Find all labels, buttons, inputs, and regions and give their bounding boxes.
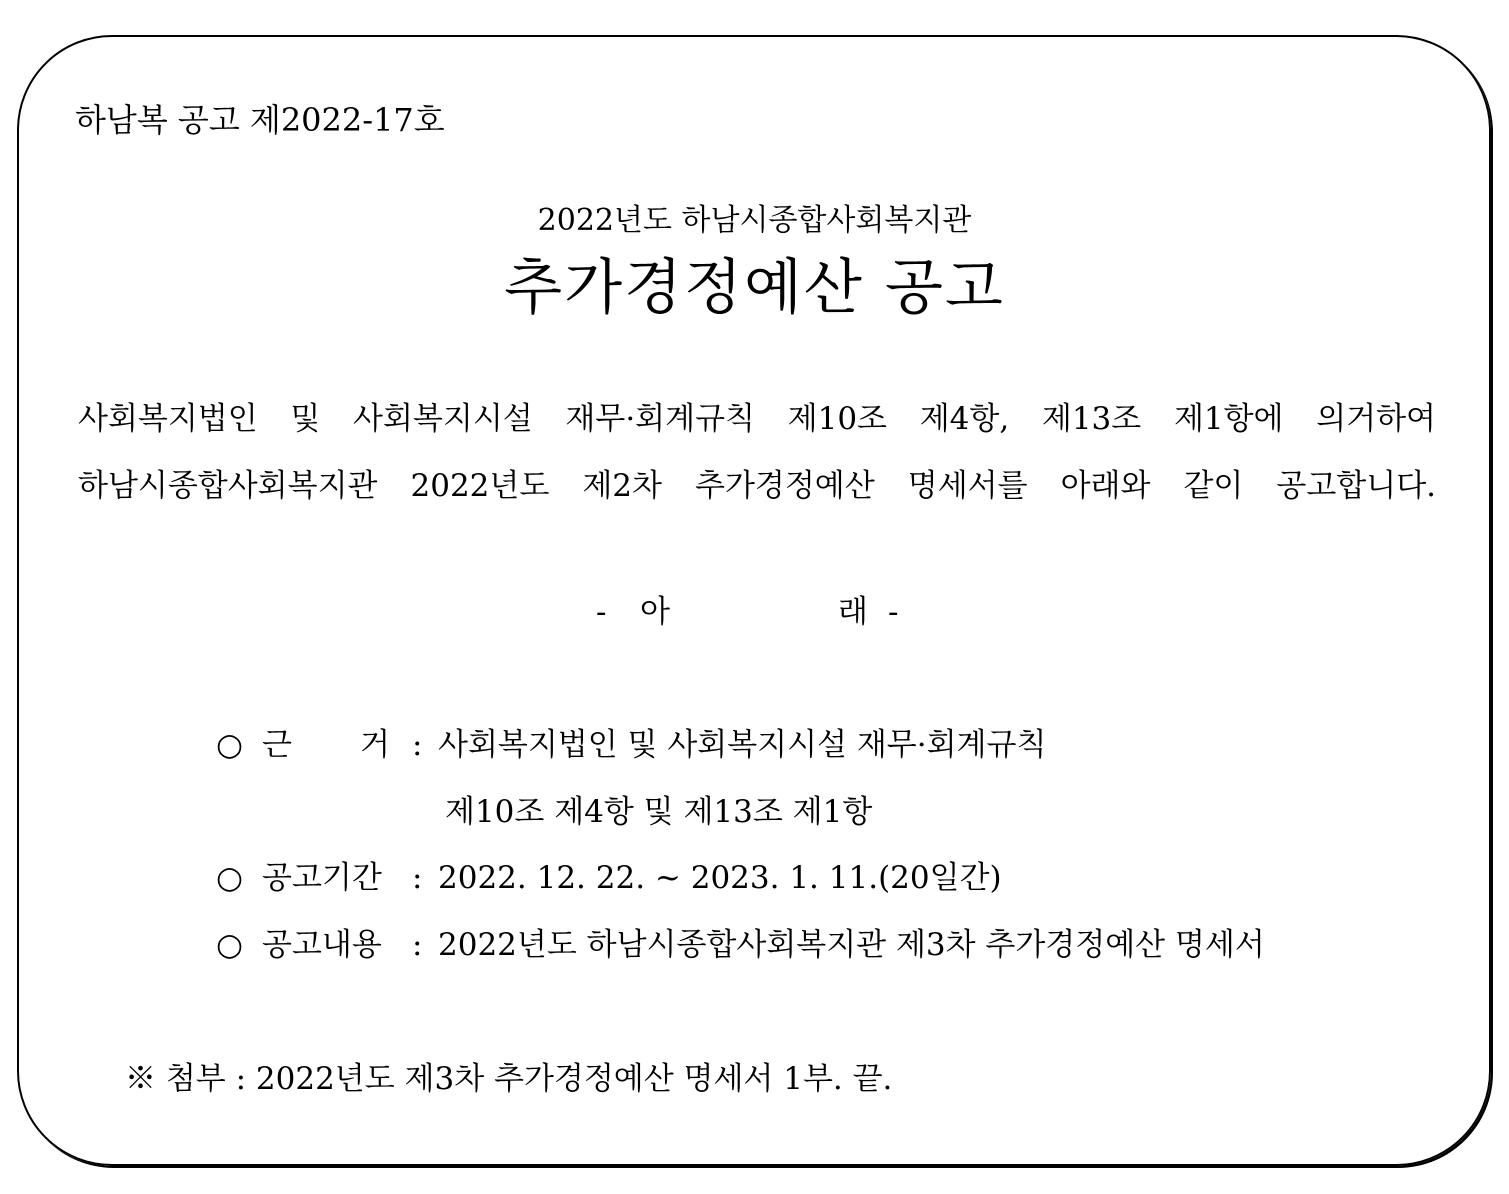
item-colon: : [412,927,423,963]
below-heading-char-2: 래 [838,594,868,630]
body-paragraph-line-1: 사회복지법인 및 사회복지시설 재무·회계규칙 제10조 제4항, 제13조 제1항에 의거하여 [78,401,1436,437]
item-value-basis-line-1: 사회복지법인 및 사회복지시설 재무·회계규칙 [438,727,1047,763]
bullet-icon: ○ [216,727,244,763]
item-value-period: 2022. 12. 22. ~ 2023. 1. 11.(20일간) [438,860,1002,896]
item-label-content: 공고내용 [262,927,382,963]
below-heading-dash-right: - [888,594,899,630]
bullet-icon: ○ [216,927,244,963]
item-colon: : [412,860,423,896]
item-label-basis-part-1: 근 [262,727,292,763]
below-heading-char-1: 아 [640,594,670,630]
item-label-period: 공고기간 [262,860,382,896]
notice-number: 하남복 공고 제2022-17호 [75,101,445,139]
item-value-basis-line-2: 제10조 제4항 및 제13조 제1항 [445,794,873,830]
bullet-icon: ○ [216,860,244,896]
attachment-note: ※ 첨부 : 2022년도 제3차 추가경정예산 명세서 1부. 끝. [125,1061,893,1097]
item-colon: : [412,727,423,763]
document-title: 추가경정예산 공고 [504,253,1005,323]
below-heading-dash-left: - [596,594,607,630]
item-label-basis-part-2: 거 [360,727,390,763]
document-subtitle: 2022년도 하남시종합사회복지관 [537,203,972,238]
item-value-content: 2022년도 하남시종합사회복지관 제3차 추가경정예산 명세서 [438,927,1265,963]
body-paragraph-line-2: 하남시종합사회복지관 2022년도 제2차 추가경정예산 명세서를 아래와 같이 공고합니다. [78,468,1436,504]
